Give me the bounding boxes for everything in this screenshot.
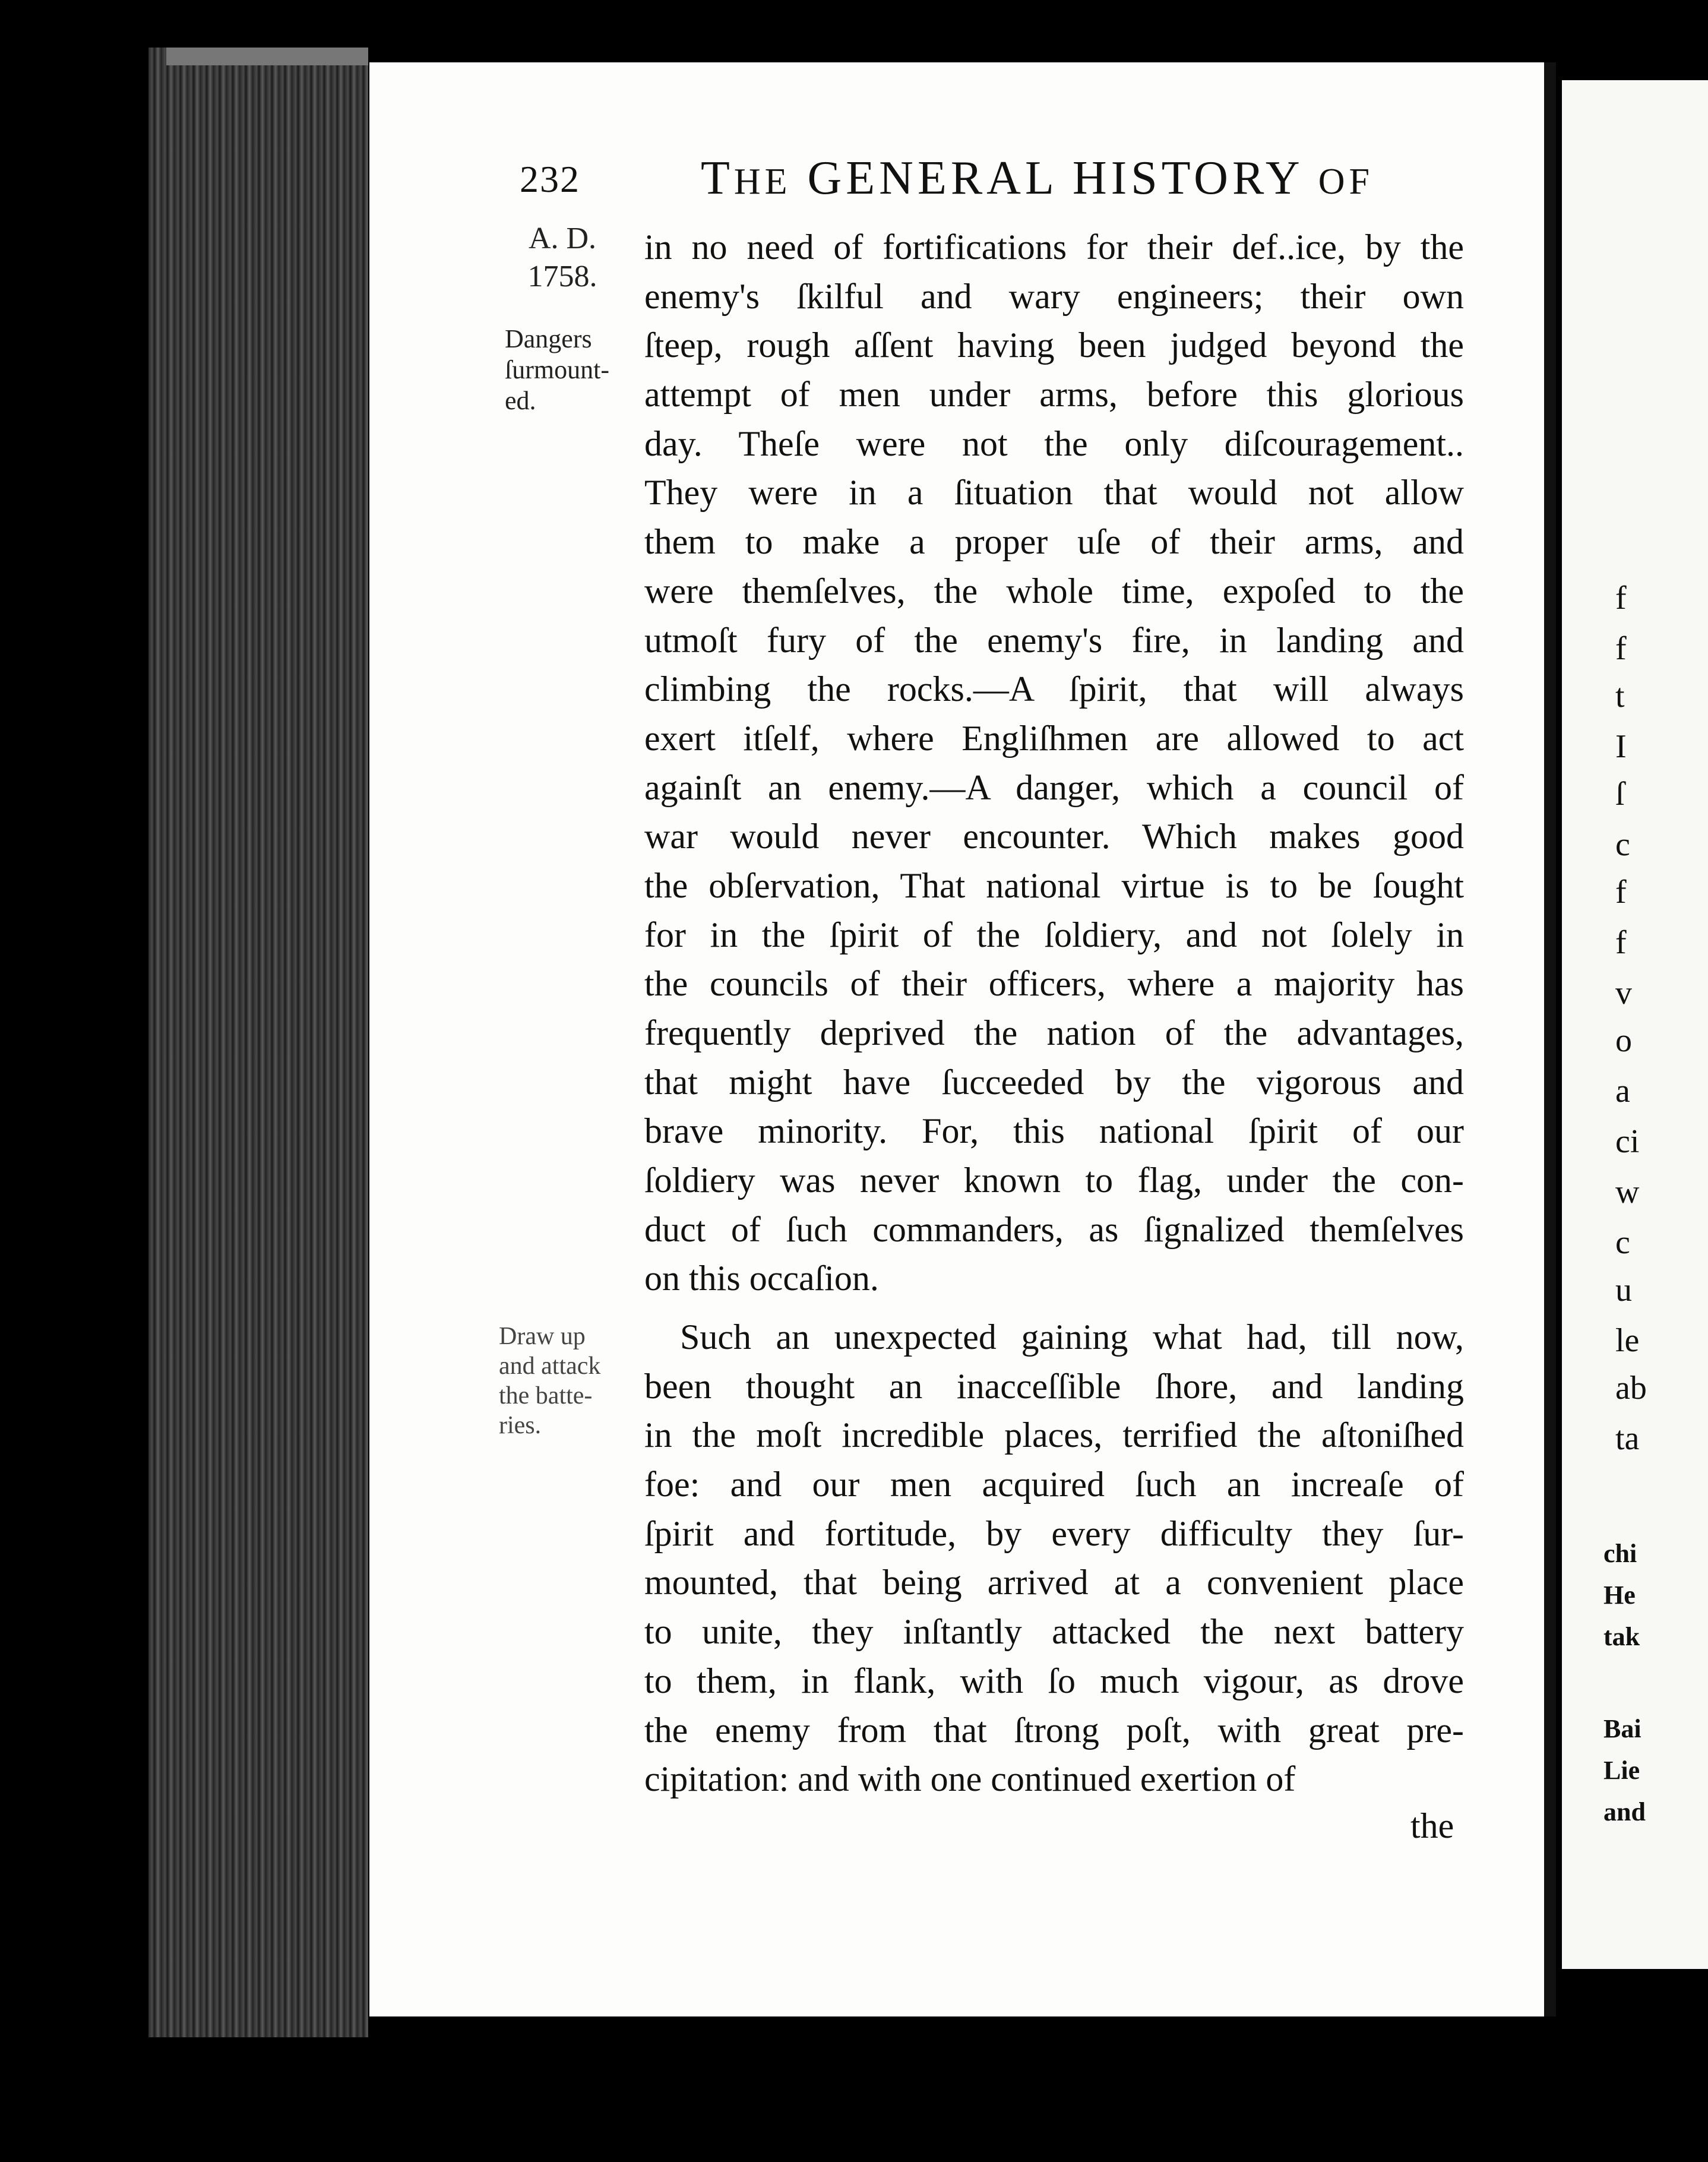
facing-page-fragment: and bbox=[1603, 1797, 1646, 1826]
text-line: frequently deprived the nation of the advantages, bbox=[644, 1013, 1464, 1052]
text-line: duct of ſuch commanders, as ſignalized themſelves bbox=[644, 1209, 1464, 1249]
text-line: war would never encounter. Which makes good bbox=[644, 817, 1464, 856]
running-title-initial: T bbox=[701, 152, 734, 204]
text-line: them to make a proper uſe of their arms, and bbox=[644, 522, 1464, 562]
margin-note-line: Dangers bbox=[505, 324, 592, 353]
catchword: the bbox=[1410, 1806, 1454, 1845]
text-line: ſteep, rough aſſent having been judged beyond the bbox=[644, 325, 1464, 365]
text-line: foe: and our men acquired ſuch an increaſe of bbox=[644, 1465, 1464, 1504]
text-line: againſt an enemy.—A danger, which a council of bbox=[644, 767, 1464, 807]
facing-page-fragment: f bbox=[1615, 874, 1627, 911]
facing-page-fragment: o bbox=[1615, 1022, 1632, 1059]
text-line: utmoſt fury of the enemy's fire, in landing and bbox=[644, 620, 1464, 660]
facing-page-fragment: chi bbox=[1603, 1539, 1637, 1568]
text-line: for in the ſpirit of the ſoldiery, and not ſolely in bbox=[644, 915, 1464, 954]
facing-page-fragment: t bbox=[1615, 678, 1625, 715]
facing-page-fragment: He bbox=[1603, 1581, 1636, 1610]
facing-page-fragment: v bbox=[1615, 975, 1632, 1012]
text-line: enemy's ſkilful and wary engineers; their own bbox=[644, 276, 1464, 316]
text-line: brave minority. For, this national ſpirit of our bbox=[644, 1111, 1464, 1151]
running-title bbox=[701, 151, 1374, 206]
facing-page-fragment: Lie bbox=[1603, 1756, 1640, 1785]
page-number: 232 bbox=[520, 158, 580, 200]
margin-note-line: and attack bbox=[499, 1352, 601, 1380]
facing-page bbox=[1562, 80, 1708, 1969]
margin-note-line: ries. bbox=[499, 1412, 542, 1439]
margin-note-line: ſurmount- bbox=[505, 355, 609, 384]
facing-page-fragment: f bbox=[1615, 924, 1627, 961]
facing-page-fragment: tak bbox=[1603, 1622, 1640, 1651]
text-line: They were in a ſituation that would not allow bbox=[644, 473, 1464, 513]
facing-page-fragment: w bbox=[1615, 1174, 1640, 1210]
text-line: exert itſelf, where Engliſhmen are allowed to act bbox=[644, 718, 1464, 758]
paragraph-1 bbox=[644, 223, 1464, 1303]
text-line: ſoldiery was never known to flag, under the con- bbox=[644, 1161, 1464, 1200]
margin-note-dangers bbox=[505, 324, 635, 416]
gutter-shadow bbox=[1544, 62, 1556, 2016]
facing-page-fragment: le bbox=[1615, 1322, 1640, 1359]
facing-page-fragment: I bbox=[1615, 728, 1627, 765]
text-line: in no need of fortifications for their def..ice, by the bbox=[644, 227, 1464, 267]
text-line: on this occaſion. bbox=[644, 1259, 879, 1298]
facing-page-fragment: u bbox=[1615, 1272, 1632, 1308]
facing-page-fragment: ci bbox=[1615, 1123, 1640, 1160]
facing-page-fragment: c bbox=[1615, 826, 1630, 863]
text-line: that might have ſucceeded by the vigorous and bbox=[644, 1062, 1464, 1102]
running-head bbox=[520, 151, 1428, 223]
facing-page-fragment: c bbox=[1615, 1224, 1630, 1261]
text-line: attempt of men under arms, before this glorious bbox=[644, 375, 1464, 415]
text-line: Such an unexpected gaining what had, till now, bbox=[680, 1317, 1464, 1357]
text-line: cipitation: and with one continued exertion of bbox=[644, 1759, 1296, 1799]
text-line: to them, in flank, with ſo much vigour, as drove bbox=[644, 1661, 1464, 1700]
text-line: were themſelves, the whole time, expoſed to the bbox=[644, 571, 1464, 611]
running-title-main: GENERAL HISTORY bbox=[791, 152, 1318, 204]
text-line: climbing the rocks.—A ſpirit, that will always bbox=[644, 669, 1464, 709]
facing-page-fragment: a bbox=[1615, 1073, 1630, 1110]
facing-page-fragment: ſ bbox=[1615, 776, 1625, 813]
text-line: the enemy from that ſtrong poſt, with great pre- bbox=[644, 1710, 1464, 1750]
margin-note-line: the batte- bbox=[499, 1382, 593, 1409]
margin-note-date bbox=[524, 220, 601, 296]
margin-date-line2: 1758. bbox=[527, 260, 597, 293]
margin-note-line: ed. bbox=[505, 386, 536, 415]
text-line: to unite, they inſtantly attacked the next battery bbox=[644, 1612, 1464, 1652]
text-line: the councils of their officers, where a majority has bbox=[644, 964, 1464, 1004]
facing-page-fragment: f bbox=[1615, 580, 1627, 617]
book-fore-edge bbox=[148, 48, 368, 2037]
margin-note-draw-up bbox=[499, 1322, 641, 1440]
running-title-word3: OF bbox=[1318, 162, 1374, 202]
paragraph-2 bbox=[644, 1313, 1464, 1804]
text-line: been thought an inacceſſible ſhore, and landing bbox=[644, 1366, 1464, 1406]
facing-page-fragment: ab bbox=[1615, 1370, 1647, 1406]
facing-page-fragment: Bai bbox=[1603, 1714, 1641, 1743]
text-line: ſpirit and fortitude, by every difficulty they ſur- bbox=[644, 1513, 1464, 1553]
text-line: in the moſt incredible places, terrified the aſtoniſhed bbox=[644, 1415, 1464, 1455]
facing-page-fragment: ta bbox=[1615, 1420, 1640, 1457]
facing-page-fragment: f bbox=[1615, 630, 1627, 667]
book-top-edge bbox=[166, 48, 368, 65]
margin-note-line: Draw up bbox=[499, 1323, 586, 1350]
text-line: day. Theſe were not the only diſcouragement.. bbox=[644, 423, 1464, 463]
running-title-word1: HE bbox=[733, 162, 792, 202]
text-line: mounted, that being arrived at a convenient place bbox=[644, 1563, 1464, 1602]
text-line: the obſervation, That national virtue is to be ſought bbox=[644, 865, 1464, 905]
margin-date-line1: A. D. bbox=[528, 222, 597, 255]
